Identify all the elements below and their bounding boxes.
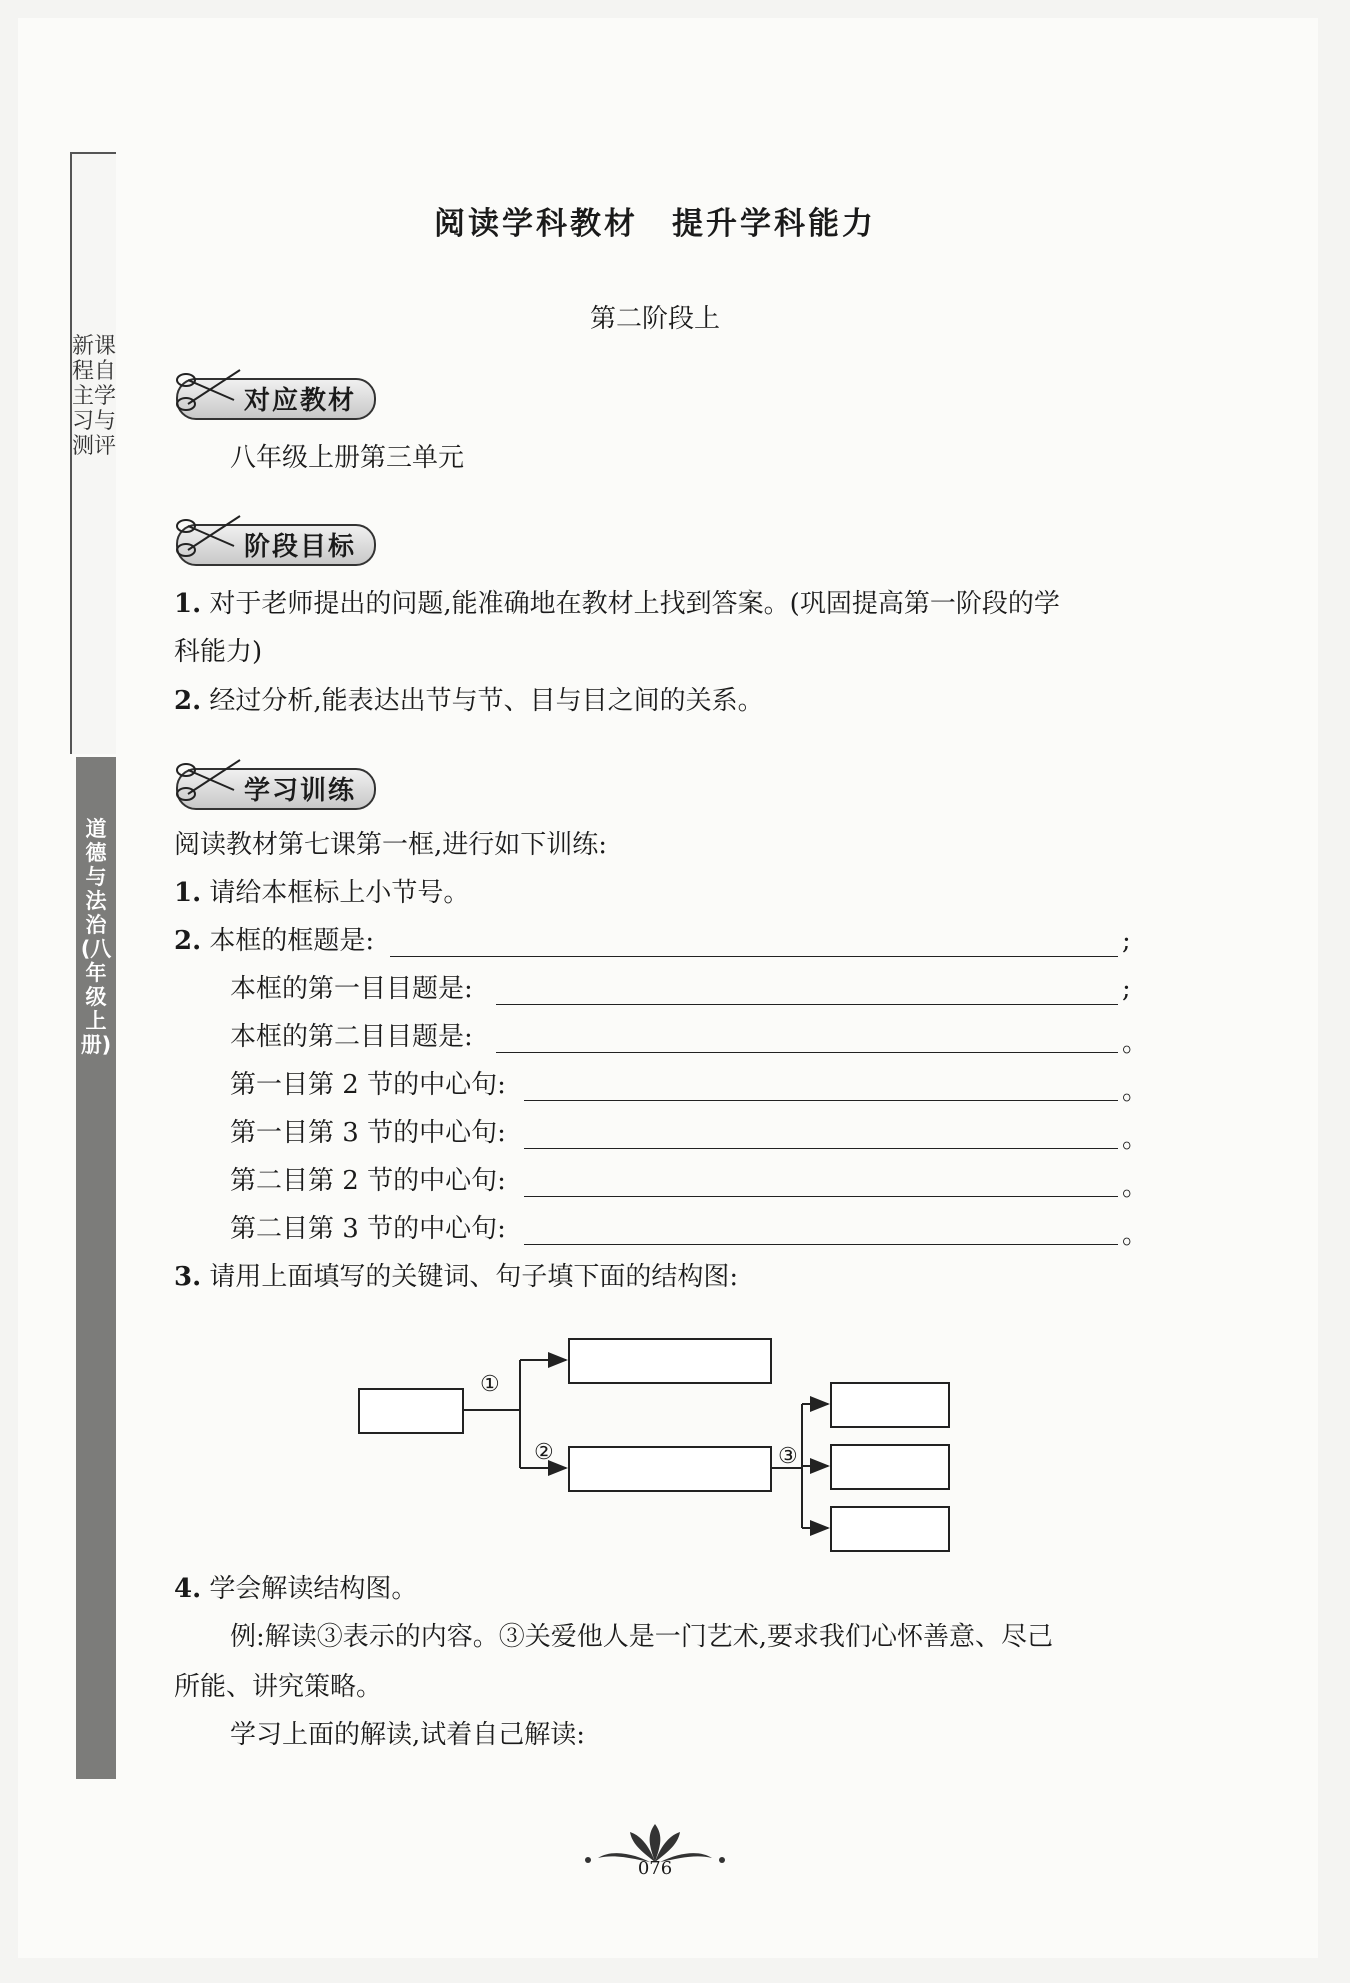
section-badge-textbook bbox=[174, 368, 374, 416]
question-4 bbox=[174, 1574, 417, 1604]
question-1-text: 请给本框标上小节号。 bbox=[209, 878, 470, 908]
diagram-label-2: ② bbox=[534, 1440, 554, 1465]
question-2-text: 本框的框题是: bbox=[209, 926, 375, 956]
answer-blank-line[interactable] bbox=[524, 1100, 1118, 1101]
question-4-text: 学会解读结构图。 bbox=[209, 1574, 418, 1604]
line-end-punct: 。 bbox=[1122, 1124, 1149, 1154]
answer-blank-line[interactable] bbox=[496, 1052, 1118, 1053]
line-end-punct: 。 bbox=[1122, 1076, 1149, 1106]
badge-label: 对应教材 bbox=[244, 386, 357, 416]
question-3-number: 3. bbox=[174, 1262, 202, 1292]
line-end-punct: ; bbox=[1122, 974, 1131, 1004]
textbook-content: 八年级上册第三单元 bbox=[230, 443, 465, 473]
diagram-box-first-item[interactable] bbox=[568, 1338, 772, 1384]
page-subtitle: 第二阶段上 bbox=[589, 304, 720, 334]
answer-blank-line[interactable] bbox=[390, 956, 1118, 957]
diagram-box-leaf-1[interactable] bbox=[830, 1382, 950, 1428]
goal-item-2 bbox=[174, 686, 764, 716]
section-badge-goals bbox=[174, 514, 374, 562]
spine-subject-tab bbox=[76, 757, 116, 1779]
goal-item-2-text: 经过分析,能表达出节与节、目与目之间的关系。 bbox=[209, 686, 764, 716]
answer-blank-line[interactable] bbox=[524, 1148, 1118, 1149]
answer-blank-line[interactable] bbox=[496, 1004, 1118, 1005]
sub-question: 第二目第 3 节的中心句: bbox=[230, 1214, 506, 1244]
question-2-number: 2. bbox=[174, 926, 202, 956]
sub-question: 第一目第 3 节的中心句: bbox=[230, 1118, 506, 1148]
sub-question: 第二目第 2 节的中心句: bbox=[230, 1166, 506, 1196]
sub-question: 第一目第 2 节的中心句: bbox=[230, 1070, 506, 1100]
line-end-punct: 。 bbox=[1122, 1220, 1149, 1250]
page-number: 076 bbox=[637, 1858, 673, 1879]
goal-item-1-line1 bbox=[174, 589, 1060, 619]
example-line-1: 例:解读③表示的内容。③关爱他人是一门艺术,要求我们心怀善意、尽己 bbox=[230, 1622, 1054, 1652]
diagram-box-second-item[interactable] bbox=[568, 1446, 772, 1492]
sub-question: 本框的第二目目题是: bbox=[230, 1022, 473, 1052]
scissors-icon bbox=[174, 750, 244, 810]
question-3 bbox=[174, 1262, 738, 1292]
try-yourself-text: 学习上面的解读,试着自己解读: bbox=[230, 1720, 586, 1750]
badge-label: 学习训练 bbox=[244, 776, 357, 806]
question-4-number: 4. bbox=[174, 1574, 202, 1604]
goal-item-1-text: 对于老师提出的问题,能准确地在教材上找到答案。(巩固提高第一阶段的学 bbox=[209, 589, 1060, 619]
section-badge-training bbox=[174, 758, 374, 806]
diagram-box-leaf-2[interactable] bbox=[830, 1444, 950, 1490]
scissors-icon bbox=[174, 360, 244, 420]
spine-series-title: 新课程自主学习与测评 bbox=[72, 334, 117, 459]
diagram-box-leaf-3[interactable] bbox=[830, 1506, 950, 1552]
answer-blank-line[interactable] bbox=[524, 1244, 1118, 1245]
question-3-text: 请用上面填写的关键词、句子填下面的结构图: bbox=[209, 1262, 739, 1292]
line-end-punct: 。 bbox=[1122, 1172, 1149, 1202]
spine-subject-title: 道德与法治(八年级上册) bbox=[80, 817, 112, 1057]
goal-item-2-number: 2. bbox=[174, 686, 202, 716]
example-line-2: 所能、讲究策略。 bbox=[174, 1672, 383, 1702]
training-intro: 阅读教材第七课第一框,进行如下训练: bbox=[174, 830, 608, 860]
diagram-label-1: ① bbox=[480, 1372, 500, 1397]
structure-diagram bbox=[350, 1320, 970, 1580]
badge-label: 阶段目标 bbox=[244, 532, 357, 562]
diagram-box-root[interactable] bbox=[358, 1388, 464, 1434]
question-1-number: 1. bbox=[174, 878, 202, 908]
diagram-label-3: ③ bbox=[778, 1444, 798, 1469]
question-2 bbox=[174, 926, 374, 956]
line-end-punct: ; bbox=[1122, 926, 1131, 956]
line-end-punct: 。 bbox=[1122, 1028, 1149, 1058]
answer-blank-line[interactable] bbox=[524, 1196, 1118, 1197]
sub-question: 本框的第一目目题是: bbox=[230, 974, 473, 1004]
page-title: 阅读学科教材 提升学科能力 bbox=[434, 206, 876, 242]
question-1 bbox=[174, 878, 469, 908]
goal-item-1-line2: 科能力) bbox=[174, 637, 263, 667]
goal-item-1-number: 1. bbox=[174, 589, 202, 619]
scissors-icon bbox=[174, 506, 244, 566]
